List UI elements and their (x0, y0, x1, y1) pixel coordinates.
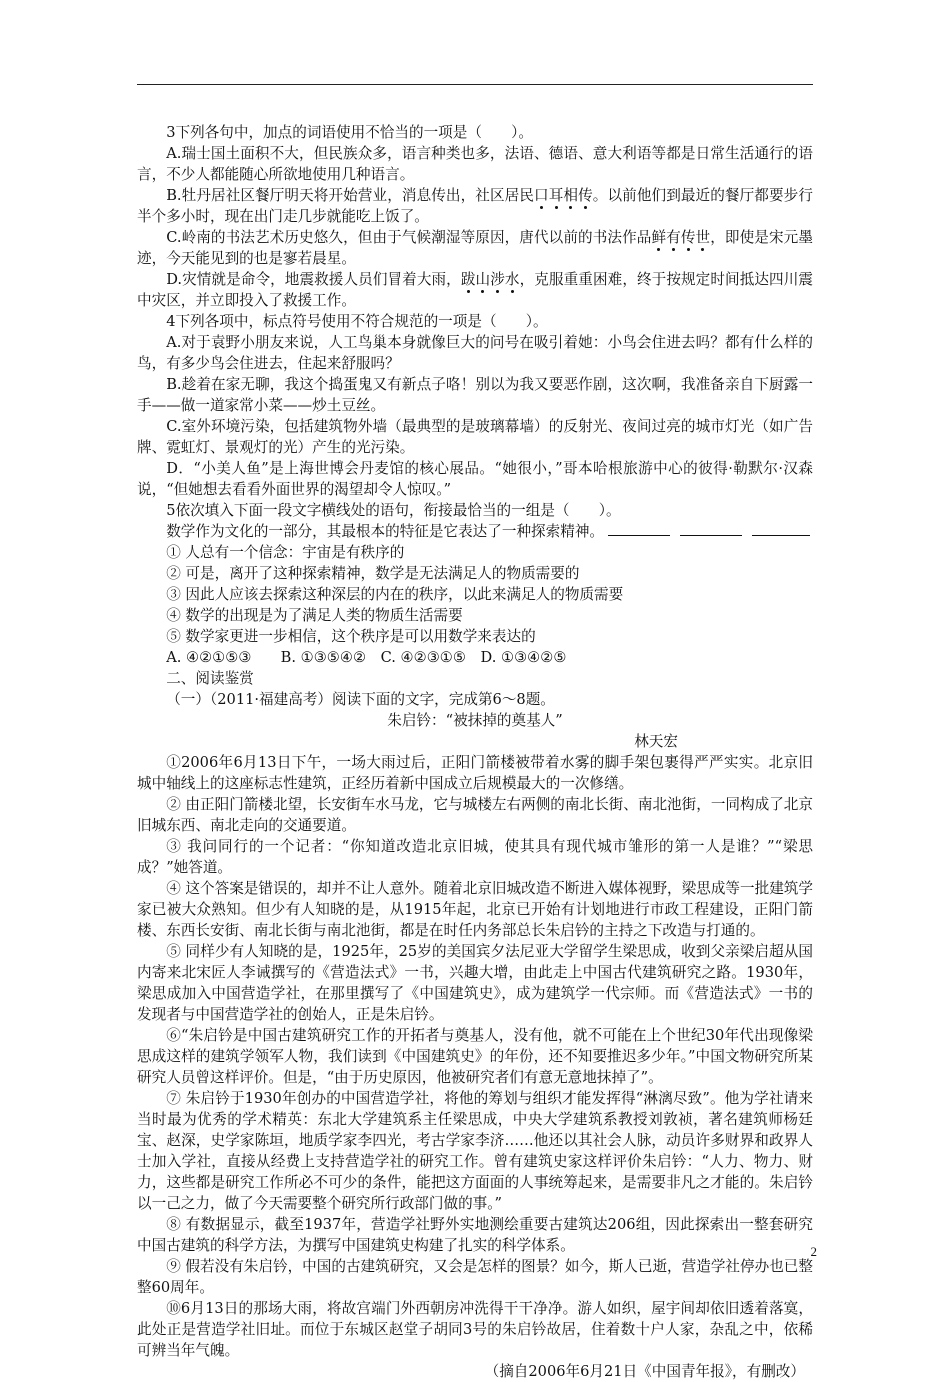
page-content (137, 122, 813, 1382)
sentence-3: ③ 因此人应该去探索这种深层的内在的秩序，以此来满足人的物质需要 (166, 586, 624, 603)
article-paragraph-7: ⑦ 朱启钤于1930年创办的中国营造学社，将他的筹划与组织才能发挥得“淋漓尽致”。他为学社请来当时最为优秀的学术精英：东北大学建筑系主任梁思成，中央大学建筑系教授刘敦祯，著名建筑师杨廷宝、赵深，史学家陈垣，地质学家李四光，考古学家李济……他还以其社会人脉，动员许多财界和政界人士加入学社，直接从经费上支持营造学社的研究工作。曾有建筑史家这样评价朱启钤：“人力、物力、财力，这些都是研究工作所必不可少的条件，能把这方面面的人事统筹起来，是需要非凡之才能的。朱启钤以一己之力，做了今天需要整个研究所行政部门做的事。” (137, 1090, 813, 1212)
article-author: 林天宏 (634, 733, 678, 750)
dotted-char: 涉 (490, 271, 505, 288)
header-rule (137, 84, 813, 85)
sentence-5: ⑤ 数学家更进一步相信，这个秩序是可以用数学来表达的 (166, 628, 536, 645)
dotted-char: 世 (695, 229, 711, 246)
question-4-option-d: D．“小美人鱼”是上海世博会丹麦馆的核心展品。“她很小，”哥本哈根旅游中心的彼得·勒默尔·汉森说，“但她想去看看外面世界的渴望却令人惊叹。” (137, 460, 813, 498)
option-text: D.灾情就是命令，地震救援人员们冒着大雨， (166, 271, 461, 288)
article-paragraph-4: ④ 这个答案是错误的，却并不让人意外。随着北京旧城改造不断进入媒体视野，梁思成等一批建筑学家已被大众熟知。但少有人知晓的是，从1915年起，北京已开始有计划地进行市政工程建设，正阳门箭楼、东西长安街、南北长街与南北池街，都是在时任内务部总长朱启钤的主持之下改造与打通的。 (137, 880, 813, 939)
reading-part-intro: （一）（2011·福建高考）阅读下面的文字，完成第6～8题。 (166, 691, 555, 708)
answer-blank (788, 523, 810, 536)
dotted-char: 水 (504, 271, 520, 288)
dotted-char: 传 (578, 187, 593, 204)
article-paragraph-8: ⑧ 有数据显示，截至1937年，营造学社野外实地测绘重要古建筑达206组，因此探索出一整套研究中国古建筑的科学方法，为撰写中国建筑史构建了扎实的科学体系。 (137, 1216, 813, 1254)
option-text: ，克服重重困难，终于按规定时间抵达四川震中灾区，并立即投入了救援工作。 (137, 271, 813, 309)
answer-blank (752, 523, 788, 536)
question-4-option-c: C.室外环境污染，包括建筑物外墙（最典型的是玻璃幕墙）的反射光、夜间过亮的城市灯光（如广告牌、霓虹灯、景观灯的光）产生的光污染。 (137, 418, 813, 456)
answer-blank (680, 523, 742, 536)
question-4-stem: 4下列各项中，标点符号使用不符合规范的一项是（ ）。 (166, 313, 548, 330)
article-paragraph-10: ⑩6月13日的那场大雨，将故宫端门外西朝房冲洗得干干净净。游人如织，屋宇间却依旧透着落寞，此处正是营造学社旧址。而位于东城区赵堂子胡同3号的朱启钤故居，住着数十户人家，杂乱之中，依稀可辨当年气魄。 (137, 1300, 813, 1359)
option-text: ，即使是宋元墨迹，今天能见到的也是寥若晨星。 (137, 229, 813, 267)
article-source: （摘自2006年6月21日《中国青年报》，有删改） (484, 1363, 805, 1380)
article-paragraph-9: ⑨ 假若没有朱启钤，中国的古建筑研究，又会是怎样的图景？如今，斯人已逝，营造学社停办也已整整60周年。 (137, 1258, 813, 1296)
article-paragraph-1: ①2006年6月13日下午，一场大雨过后，正阳门箭楼被带着水雾的脚手架包裹得严严实实。北京旧城中轴线上的这座标志性建筑，正经历着新中国成立后规模最大的一次修缮。 (137, 754, 813, 792)
dotted-char: 耳 (548, 187, 564, 204)
answer-blank (608, 523, 670, 536)
question-4-option-b: B.趁着在家无聊，我这个捣蛋鬼又有新点子咯！别以为我又要恶作剧，这次啊，我准备亲自下厨露一手——做一道家常小菜——炒土豆丝。 (137, 376, 813, 414)
question-3-option-a: A.瑞士国土面积不大，但民族众多，语言种类也多，法语、德语、意大利语等都是日常生活通行的语言，不少人都能随心所欲地使用几种语言。 (137, 145, 813, 183)
dotted-char: 传 (680, 229, 696, 246)
article-paragraph-2: ② 由正阳门箭楼北望，长安街车水马龙，它与城楼左右两侧的南北长街、南北池街，一同构成了北京旧城东西、南北走向的交通要道。 (137, 796, 813, 834)
question-5-passage (137, 521, 813, 542)
dotted-char: 口 (534, 187, 549, 204)
question-3-option-c (137, 227, 813, 269)
article-paragraph-3: ③ 我问同行的一个记者：“你知道改造北京旧城，使其具有现代城市雏形的第一人是谁？”“梁思成？”她答道。 (137, 838, 813, 876)
option-text: B.牡丹居社区餐厅明天将开始营业，消息传出，社区居民 (166, 187, 535, 204)
article-paragraph-5: ⑤ 同样少有人知晓的是，1925年，25岁的美国宾夕法尼亚大学留学生梁思成，收到父亲梁启超从国内寄来北宋匠人李诫撰写的《营造法式》一书，兴趣大增，由此走上中国古代建筑研究之路。1930年，梁思成加入中国营造学社，在那里撰写了《中国建筑史》，成为建筑学一代宗师。而《营造法式》一书的发现者与中国营造学社的创始人，正是朱启钤。 (137, 943, 813, 1023)
sentence-1: ① 人总有一个信念：宇宙是有秩序的 (166, 544, 405, 561)
option-text: C.岭南的书法艺术历史悠久，但由于气候潮湿等原因，唐代以前的书法作品 (166, 229, 652, 246)
question-3-stem: 3下列各句中，加点的词语使用不恰当的一项是（ ）。 (166, 124, 534, 141)
article-paragraph-6: ⑥“朱启钤是中国古建筑研究工作的开拓者与奠基人，没有他，就不可能在上个世纪30年代出现像梁思成这样的建筑学领军人物，我们读到《中国建筑史》的年份，还不知要推迟多少年。”中国文物研究所某研究人员曾这样评价。但是，“由于历史原因，他被研究者们有意无意地抹掉了”。 (137, 1027, 813, 1086)
article-title: 朱启钤：“被抹掉的奠基人” (387, 712, 563, 729)
dotted-char: 山 (475, 271, 491, 288)
question-4-option-a: A.对于袁野小朋友来说，人工鸟巢本身就像巨大的问号在吸引着她：小鸟会住进去吗？都有什么样的鸟，有多少鸟会住进去，住起来舒服吗？ (137, 334, 813, 372)
question-5-options: A. ④②①⑤③ B. ①③⑤④② C. ④②③①⑤ D. ①③④②⑤ (166, 649, 567, 666)
page-number: 2 (810, 1244, 817, 1259)
question-3-option-b (137, 185, 813, 227)
dotted-char: 鲜 (651, 229, 667, 246)
dotted-char: 有 (666, 229, 681, 246)
option-text: 。以前他们到最近的餐厅都要步行半个多小时，现在出门走几步就能吃上饭了。 (137, 187, 813, 225)
sentence-4: ④ 数学的出现是为了满足人类的物质生活需要 (166, 607, 463, 624)
question-5-stem: 5依次填入下面一段文字横线处的语句，衔接最恰当的一组是（ ）。 (166, 502, 621, 519)
sentence-2: ② 可是，离开了这种探索精神，数学是无法满足人的物质需要的 (166, 565, 580, 582)
dotted-char: 相 (563, 187, 579, 204)
passage-text: 数学作为文化的一部分，其最根本的特征是它表达了一种探索精神。 (166, 523, 605, 540)
question-3-option-d (137, 269, 813, 311)
section-heading: 二、阅读鉴赏 (166, 670, 254, 687)
dotted-char: 跋 (460, 271, 476, 288)
